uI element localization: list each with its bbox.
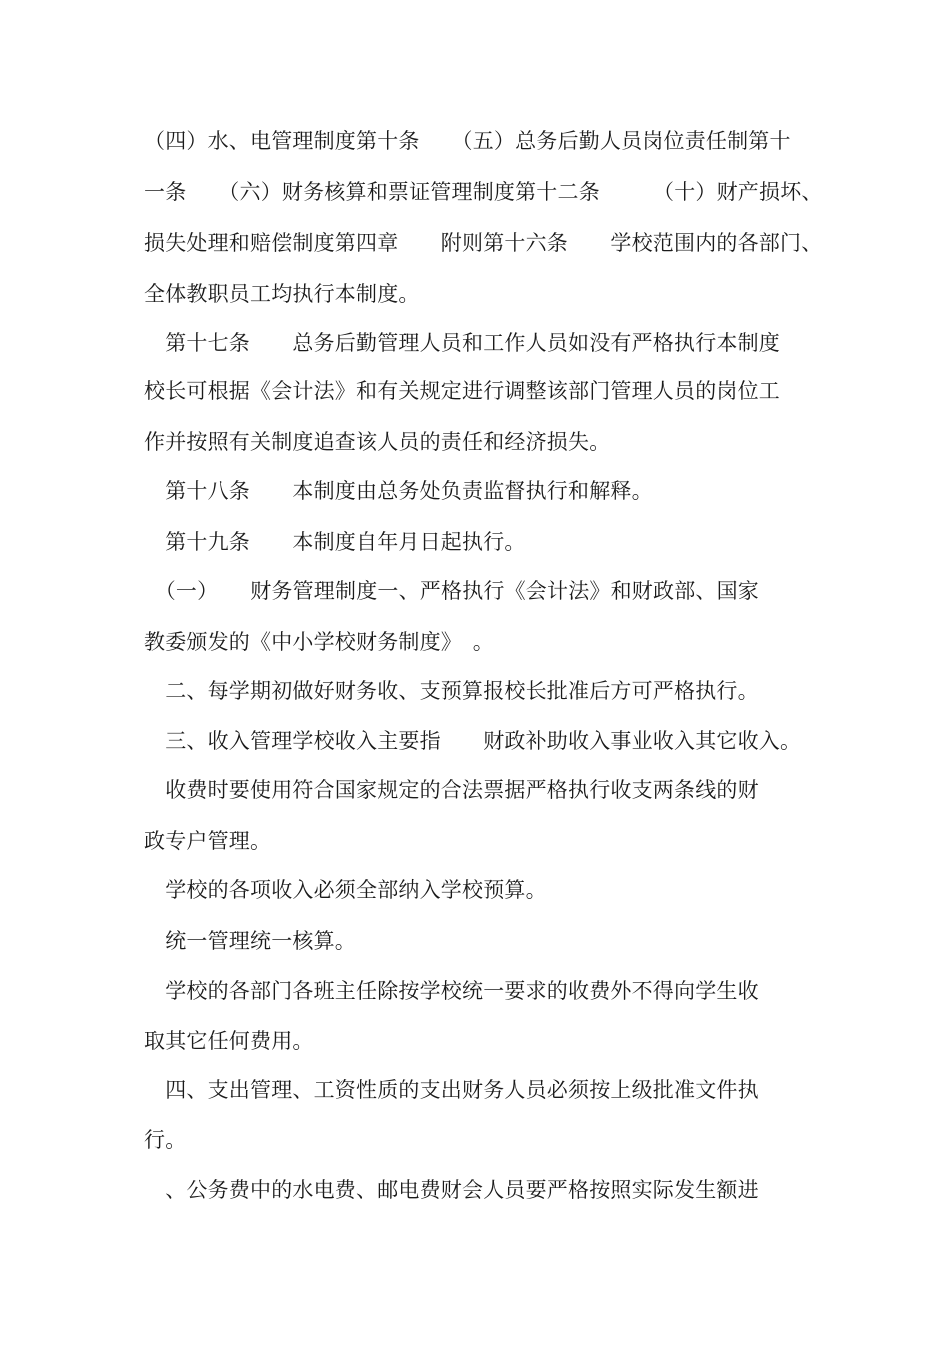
text-line: 行。: [144, 1128, 187, 1152]
text-line: 教委颁发的《中小学校财务制度》 。: [144, 630, 494, 654]
text-line: 作并按照有关制度追查该人员的责任和经济损失。: [144, 430, 611, 454]
text-line: 一条 （六）财务核算和票证管理制度第十二条 （十）财产损坏、: [144, 180, 823, 204]
text-line: 三、收入管理学校收入主要指 财政补助收入事业收入其它收入。: [144, 729, 802, 753]
text-line: （四）水、电管理制度第十条 （五）总务后勤人员岗位责任制第十: [144, 129, 791, 153]
text-line: 第十八条 本制度由总务处负责监督执行和解释。: [144, 479, 653, 503]
text-line: 政专户管理。: [144, 829, 272, 853]
text-line: 收费时要使用符合国家规定的合法票据严格执行收支两条线的财: [144, 778, 759, 802]
text-line: 学校的各项收入必须全部纳入学校预算。: [144, 878, 547, 902]
text-line: 二、每学期初做好财务收、支预算报校长批准后方可严格执行。: [144, 679, 759, 703]
text-line: 、公务费中的水电费、邮电费财会人员要严格按照实际发生额进: [144, 1178, 759, 1202]
text-line: 第十九条 本制度自年月日起执行。: [144, 530, 526, 554]
text-line: 全体教职员工均执行本制度。: [144, 282, 420, 306]
text-line: （一） 财务管理制度一、严格执行《会计法》和财政部、国家: [144, 579, 759, 603]
text-line: 损失处理和赔偿制度第四章 附则第十六条 学校范围内的各部门、: [144, 231, 823, 255]
text-line: 统一管理统一核算。: [144, 929, 356, 953]
text-line: 学校的各部门各班主任除按学校统一要求的收费外不得向学生收: [144, 979, 759, 1003]
text-line: 校长可根据《会计法》和有关规定进行调整该部门管理人员的岗位工: [144, 379, 780, 403]
text-line: 第十七条 总务后勤管理人员和工作人员如没有严格执行本制度: [144, 331, 780, 355]
text-line: 四、支出管理、工资性质的支出财务人员必须按上级批准文件执: [144, 1078, 759, 1102]
text-line: 取其它任何费用。: [144, 1029, 314, 1053]
